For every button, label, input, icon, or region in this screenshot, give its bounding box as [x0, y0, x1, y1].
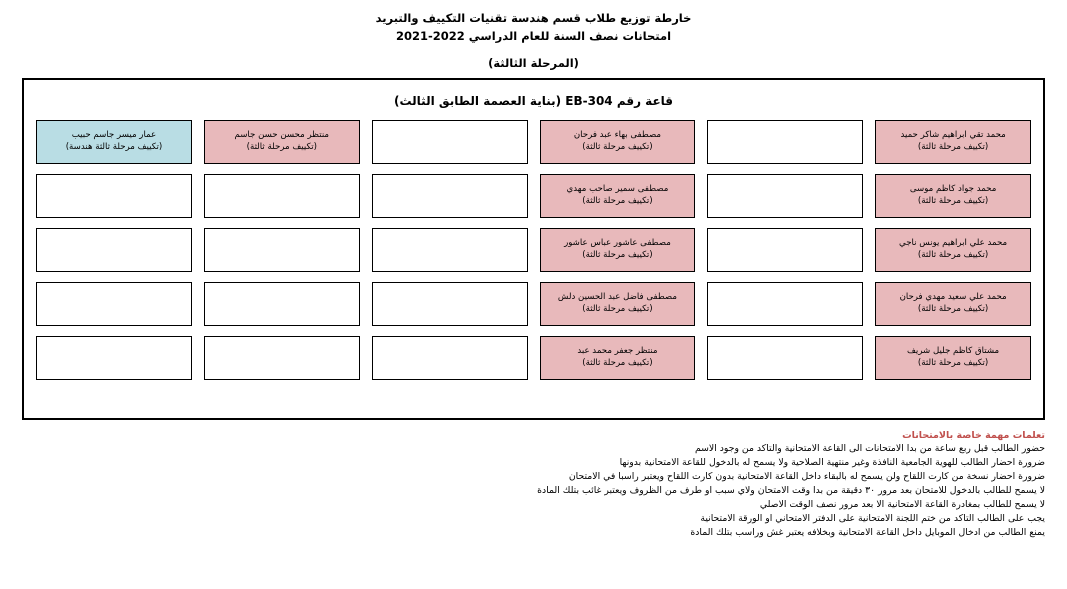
student-department: (تكييف مرحلة ثالثة) — [582, 303, 653, 314]
instruction-item: لا يسمح للطالب بمغادرة القاعة الامتحانية الا بعد مرور نصف الوقت الاصلي — [759, 499, 1045, 511]
student-name: مصطفى فاضل عبد الحسين دلش — [557, 292, 677, 303]
header-title-line-1: خارطة توزيع طلاب قسم هندسة تقنيات التكييف والتبريد — [375, 11, 692, 25]
seat-occupied — [204, 120, 360, 164]
student-name: محمد علي سعيد مهدي فرحان — [899, 292, 1007, 303]
seat-empty — [204, 282, 360, 326]
student-department: (تكييف مرحلة ثالثة) — [917, 303, 989, 314]
student-department: (تكييف مرحلة ثالثة هندسة) — [65, 141, 163, 152]
header-title-line-2: امتحانات نصف السنة للعام الدراسي 2022-2021 — [395, 28, 672, 43]
seat-empty — [36, 174, 192, 218]
seat-occupied — [540, 282, 696, 326]
instruction-item: يمنع الطالب من ادخال الموبايل داخل القاعة الامتحانية وبخلافه يعتبر غش وراسب بتلك المادة — [690, 527, 1045, 539]
instruction-item: ضرورة احضار نسخة من كارت اللقاح ولن يسمح له بالبقاء داخل القاعة الامتحانية بدون كارت اللقاح ويعتبر راسبا في الامتحان — [568, 470, 1045, 482]
seat-row — [36, 336, 1031, 380]
stage-label: (المرحلة الثالثة) — [488, 55, 579, 70]
student-name: محمد علي ابراهيم يونس ناجي — [899, 238, 1008, 249]
seat-occupied — [540, 336, 696, 380]
instructions-list — [22, 442, 1045, 541]
seat-empty — [372, 174, 528, 218]
instruction-item: يجب على الطالب التاكد من ختم اللجنة الامتحانية على الدفتر الامتحاني او الورقة الامتحانية — [700, 513, 1045, 525]
seat-occupied — [36, 120, 192, 164]
student-name: منتظر محسن حسن جاسم — [234, 130, 330, 141]
student-name: مشتاق كاظم جليل شريف — [907, 346, 1000, 357]
seat-empty — [204, 228, 360, 272]
student-name: مصطفى سمير صاحب مهدي — [566, 184, 669, 195]
student-department: (تكييف مرحلة ثالثة) — [917, 249, 989, 260]
seat-occupied — [540, 120, 696, 164]
instruction-item: لا يسمح للطالب بالدخول للامتحان بعد مرور ٣٠ دقيقة من بدا وقت الامتحان ولاي سبب او طرف من الظروف ويعتبر غائب بتلك المادة — [537, 485, 1045, 496]
seat-empty — [372, 282, 528, 326]
seat-empty — [372, 336, 528, 380]
instruction-item: ضرورة احضار الطالب للهوية الجامعية النافذة وغير منتهية الصلاحية ولا يسمح له بالدخول للقاعة الامتحانية بدونها — [619, 456, 1045, 468]
student-department: (تكييف مرحلة ثالثة) — [582, 141, 653, 152]
seat-empty — [204, 336, 360, 380]
instructions-section — [22, 430, 1045, 541]
seat-row — [36, 120, 1031, 164]
seat-occupied — [875, 282, 1031, 326]
student-department: (تكييف مرحلة ثالثة) — [582, 357, 653, 368]
seat-occupied — [875, 174, 1031, 218]
student-department: (تكييف مرحلة ثالثة) — [246, 141, 317, 152]
seat-empty — [36, 336, 192, 380]
seat-occupied — [875, 228, 1031, 272]
seat-occupied — [875, 120, 1031, 164]
instruction-item: حضور الطالب قبل ربع ساعة من بدا الامتحانات الى القاعة الامتحانية والتاكد من وجود الاسم — [694, 442, 1045, 454]
student-name: مصطفى عاشور عباس عاشور — [564, 238, 671, 249]
seat-row — [36, 282, 1031, 326]
hall-container — [22, 78, 1045, 420]
student-name: محمد تقي ابراهيم شاكر حميد — [900, 130, 1006, 141]
student-name: محمد جواد كاظم موسى — [909, 184, 997, 195]
student-department: (تكييف مرحلة ثالثة) — [917, 141, 989, 152]
document-header — [0, 0, 1067, 46]
seat-empty — [707, 174, 863, 218]
hall-title: قاعة رقم EB-304 (بناية العصمة الطابق الثالث) — [393, 93, 674, 108]
seat-empty — [36, 228, 192, 272]
seat-empty — [204, 174, 360, 218]
seat-empty — [707, 336, 863, 380]
seat-empty — [707, 228, 863, 272]
seat-occupied — [875, 336, 1031, 380]
student-name: عمار ميسر جاسم حبيب — [71, 130, 157, 141]
student-department: (تكييف مرحلة ثالثة) — [917, 195, 989, 206]
student-department: (تكييف مرحلة ثالثة) — [582, 195, 653, 206]
seat-empty — [707, 120, 863, 164]
seat-row — [36, 228, 1031, 272]
seat-row — [36, 174, 1031, 218]
seat-grid — [24, 120, 1043, 380]
seat-empty — [36, 282, 192, 326]
student-name: مصطفى بهاء عبد فرحان — [573, 130, 662, 141]
seat-occupied — [540, 174, 696, 218]
student-department: (تكييف مرحلة ثالثة) — [582, 249, 653, 260]
seat-occupied — [540, 228, 696, 272]
student-name: منتظر جعفر محمد عبد — [577, 346, 658, 357]
student-department: (تكييف مرحلة ثالثة) — [917, 357, 989, 368]
seat-empty — [372, 228, 528, 272]
instructions-title: تعلمات مهمة خاصة بالامتحانات — [902, 429, 1045, 441]
seat-empty — [372, 120, 528, 164]
seat-empty — [707, 282, 863, 326]
